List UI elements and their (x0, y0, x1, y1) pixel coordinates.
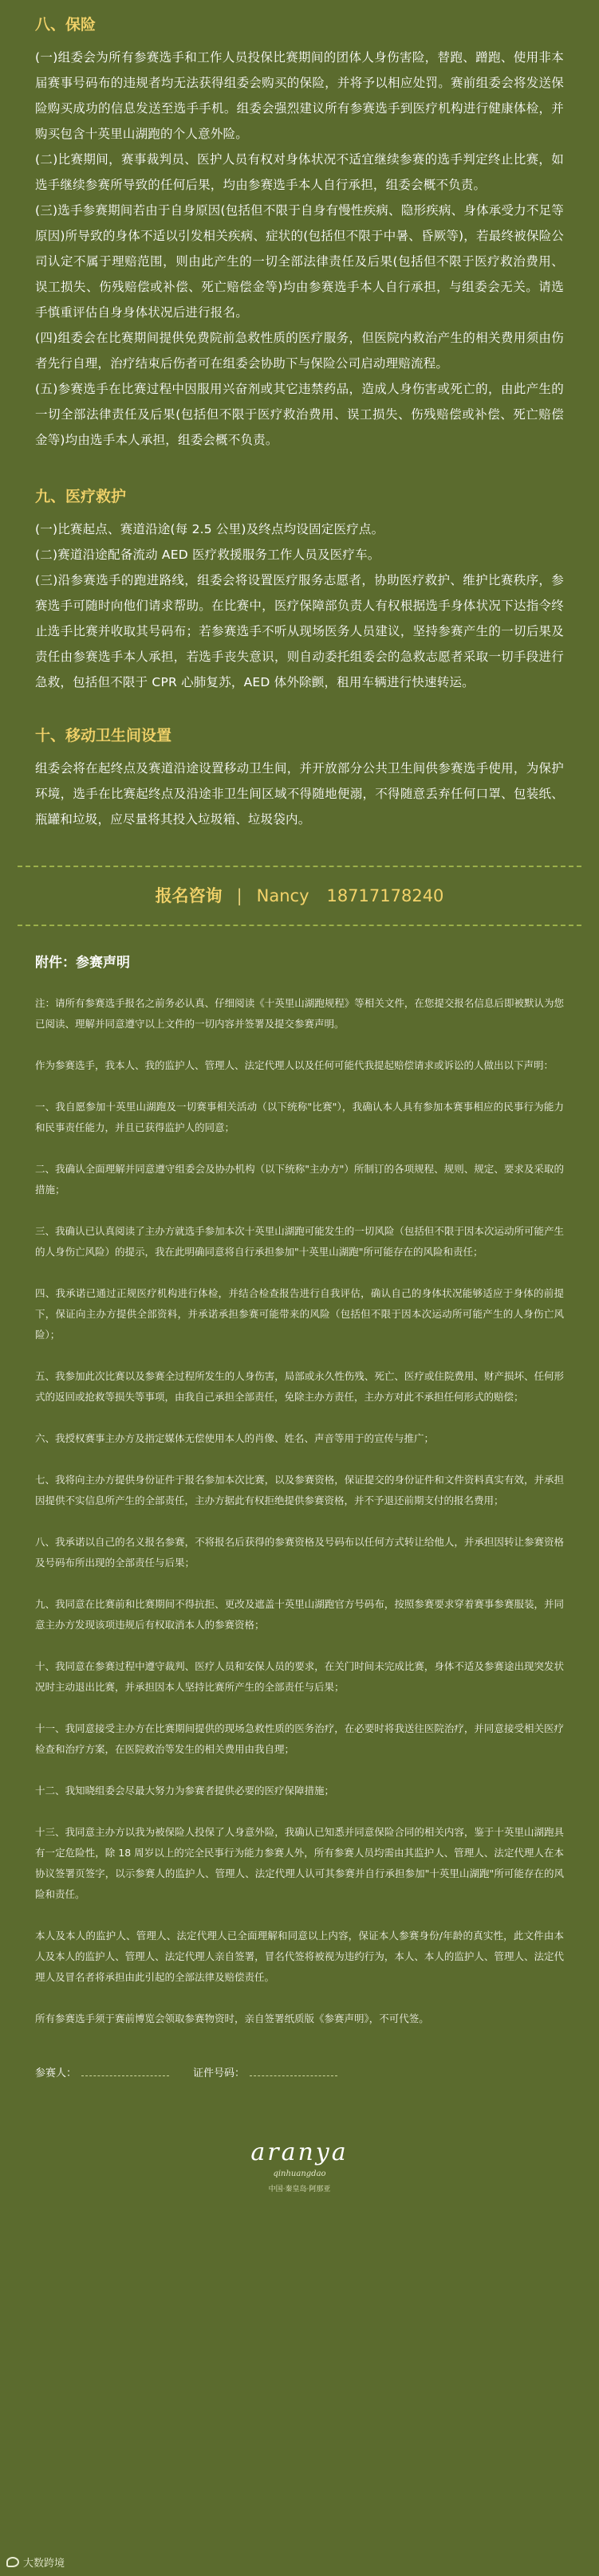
brand-slogan: 中国·秦皇岛·阿那亚 (268, 2185, 331, 2193)
paragraph: 组委会将在起终点及赛道沿途设置移动卫生间，并开放部分公共卫生间供参赛选手使用，为保护环境，选手在比赛起终点及沿途非卫生间区域不得随地便溺，不得随意丢弃任何口罩、包装纸、瓶罐和垃圾，应尽量将其投入垃圾箱、垃圾袋内。 (35, 761, 564, 827)
watermark-text: 大数跨境 (23, 2558, 65, 2570)
paragraph: (三)选手参赛期间若由于自身原因(包括但不限于自身有慢性疾病、隐形疾病、身体承受力不足等原因)所导致的身体不适以引发相关疾病、症状的(包括但不限于中暑、昏厥等)，若最终被保险公司认定不属于理赔范围，则由此产生的一切全部法律责任及后果(包括但不限于医疗救治费用、误工损失、伤残赔偿或补偿、死亡赔偿金等)均由参赛选手本人自行承担，与组委会无关。请选手慎重评估自身身体状况后进行报名。 (35, 203, 564, 320)
sign-participant-field[interactable] (81, 2064, 169, 2076)
paragraph: (二)赛道沿途配备流动 AED 医疗救援服务工作人员及医疗车。 (35, 548, 380, 562)
appendix-paragraph: 十三、我同意主办方以我为被保险人投保了人身意外险，我确认已知悉并同意保险合同的相关内容，鉴于十英里山湖跑具有一定危险性，除 18 周岁以上的完全民事行为能力参赛人外，所有参赛人员均需由其监护人、管理人、法定代理人在本协议签署页签字，以示参赛人的监护人、管理人、法定代理人认可其参赛并自行承担参加"十英里山湖跑"所可能存在的风险和责任。 (35, 1826, 564, 1900)
paragraph: (三)沿参赛选手的跑进路线，组委会将设置医疗服务志愿者，协助医疗救护、维护比赛秩序，参赛选手可随时向他们请求帮助。在比赛中，医疗保障部负责人有权根据选手身体状况下达指令终止选手比赛并收取其号码布；若参赛选手不听从现场医务人员建议，坚持参赛产生的一切后果及责任由参赛选手本人承担，若选手丧失意识，则自动委托组委会的急救志愿者采取一切手段进行急救，包括但不限于 CPR 心肺复苏，AED 体外除颤，租用车辆进行快速转运。 (35, 573, 564, 689)
section-title: 十、移动卫生间设置 (35, 727, 172, 744)
contact-name: Nancy (256, 886, 309, 905)
paragraph: (一)组委会为所有参赛选手和工作人员投保比赛期间的团体人身伤害险，替跑、蹭跑、使用非本届赛事号码布的违规者均无法获得组委会购买的保险，并将予以相应处罚。赛前组委会将发送保险购买成功的信息发送至选手手机。组委会强烈建议所有参赛选手到医疗机构进行健康体检，并购买包含十英里山湖跑的个人意外险。 (35, 50, 564, 141)
appendix (35, 926, 564, 2083)
paragraph: (二)比赛期间，赛事裁判员、医护人员有权对身体状况不适宜继续参赛的选手判定终止比赛，如选手继续参赛所导致的任何后果，均由参赛选手本人自行承担，组委会概不负责。 (35, 152, 564, 192)
section-title: 九、医疗救护 (35, 488, 127, 505)
appendix-paragraph: 八、我承诺以自己的名义报名参赛，不将报名后获得的参赛资格及号码布以任何方式转让给他人，并承担因转让参赛资格及号码布所出现的全部责任与后果； (35, 1536, 564, 1569)
appendix-paragraph: 三、我确认已认真阅读了主办方就选手参加本次十英里山湖跑可能发生的一切风险（包括但不限于因本次运动所可能产生的人身伤亡风险）的提示，我在此明确同意将自行承担参加"十英里山湖跑"所可能存在的风险和责任； (35, 1225, 564, 1258)
appendix-paragraph: 六、我授权赛事主办方及指定媒体无偿使用本人的肖像、姓名、声音等用于的宣传与推广； (35, 1432, 435, 1444)
appendix-title: 附件：参赛声明 (35, 955, 130, 971)
section-insurance (35, 14, 564, 453)
paragraph: (一)比赛起点、赛道沿途(每 2.5 公里)及终点均设固定医疗点。 (35, 522, 384, 536)
appendix-paragraph: 十、我同意在参赛过程中遵守裁判、医疗人员和安保人员的要求，在关门时间未完成比赛，身体不适及参赛途出现突发状况时主动退出比赛，并承担因本人坚持比赛所产生的全部责任与后果； (35, 1660, 564, 1693)
contact-line (35, 867, 564, 925)
appendix-paragraph: 注：请所有参赛选手报名之前务必认真、仔细阅读《十英里山湖跑规程》等相关文件，在您提交报名信息后即被默认为您已阅读、理解并同意遵守以上文件的一切内容并签署及提交参赛声明。 (35, 997, 564, 1030)
appendix-paragraph: 九、我同意在比赛前和比赛期间不得抗拒、更改及遮盖十英里山湖跑官方号码布，按照参赛要求穿着赛事参赛服装，并同意主办方发现该项违规后有权取消本人的参赛资格； (35, 1598, 564, 1631)
brand-block (35, 2139, 564, 2193)
section-title: 八、保险 (35, 16, 97, 33)
appendix-paragraph: 七、我将向主办方提供身份证件于报名参加本次比赛，以及参赛资格，保证提交的身份证件和文件资料真实有效，并承担因提供不实信息所产生的全部责任，主办方据此有权拒绝提供参赛资格，并不予退还前期支付的报名费用； (35, 1474, 564, 1506)
sign-participant-label: 参赛人： (35, 2067, 77, 2079)
sign-id-label: 证件号码： (193, 2067, 246, 2079)
paragraph: (四)组委会在比赛期间提供免费院前急救性质的医疗服务，但医院内救治产生的相关费用须由伤者先行自理，治疗结束后伤者可在组委会协助下与保险公司启动理赔流程。 (35, 331, 564, 371)
appendix-paragraph: 二、我确认全面理解并同意遵守组委会及协办机构（以下统称"主办方"）所制订的各项规程、规则、规定、要求及采取的措施； (35, 1163, 564, 1196)
appendix-paragraph: 所有参赛选手须于赛前博览会领取参赛物资时，亲自签署纸质版《参赛声明》，不可代签。 (35, 2012, 429, 2024)
appendix-paragraph: 本人及本人的监护人、管理人、法定代理人已全面理解和同意以上内容，保证本人参赛身份/年龄的真实性，此文件由本人及本人的监护人、管理人、法定代理人亲自签署，冒名代签将被视为违约行为，本人、本人的监护人、管理人、法定代理人及冒名者将承担由此引起的全部法律及赔偿责任。 (35, 1930, 564, 1983)
contact-separator: | (236, 886, 242, 905)
appendix-paragraph: 四、我承诺已通过正规医疗机构进行体检，并结合检查报告进行自我评估，确认自己的身体状况能够适应于身体的前提下，保证向主办方提供全部资料，并承诺承担参赛可能带来的风险（包括但不限于因本次运动所可能产生的人身伤亡风险）； (35, 1287, 564, 1341)
appendix-paragraph: 十一、我同意接受主办方在比赛期间提供的现场急救性质的医务治疗，在必要时将我送往医院治疗，并同意接受相关医疗检查和治疗方案，在医院救治等发生的相关费用由我自理； (35, 1722, 564, 1755)
appendix-paragraph: 一、我自愿参加十英里山湖跑及一切赛事相关活动（以下统称"比赛"），我确认本人具有参加本赛事相应的民事行为能力和民事责任能力，并且已获得监护人的同意； (35, 1101, 564, 1133)
brand-logo: aranya (250, 2138, 349, 2166)
watermark (6, 2554, 65, 2570)
sign-id-field[interactable] (250, 2064, 337, 2076)
appendix-paragraph: 十二、我知晓组委会尽最大努力为参赛者提供必要的医疗保障措施； (35, 1785, 335, 1797)
contact-phone[interactable]: 18717178240 (326, 886, 444, 905)
brand-subtitle: qinhuangdao (273, 2170, 326, 2178)
chat-bubble-icon (6, 2557, 19, 2567)
section-medical (35, 486, 564, 695)
appendix-paragraph: 五、我参加此次比赛以及参赛全过程所发生的人身伤害，局部或永久性伤残、死亡、医疗或住院费用、财产损坏、任何形式的返回或抢救等损失等事项，由我自己承担全部责任，免除主办方责任，主办方对此不承担任何形式的赔偿； (35, 1370, 564, 1403)
appendix-paragraph: 作为参赛选手，我本人、我的监护人、管理人、法定代理人以及任何可能代我提起赔偿请求或诉讼的人做出以下声明： (35, 1059, 554, 1071)
contact-label: 报名咨询 (155, 886, 223, 905)
signature-line (35, 2064, 564, 2083)
paragraph: (五)参赛选手在比赛过程中因服用兴奋剂或其它违禁药品，造成人身伤害或死亡的，由此产生的一切全部法律责任及后果(包括但不限于医疗救治费用、误工损失、伤残赔偿或补偿、死亡赔偿金等)均由选手本人承担，组委会概不负责。 (35, 382, 564, 447)
section-toilets (35, 725, 564, 832)
